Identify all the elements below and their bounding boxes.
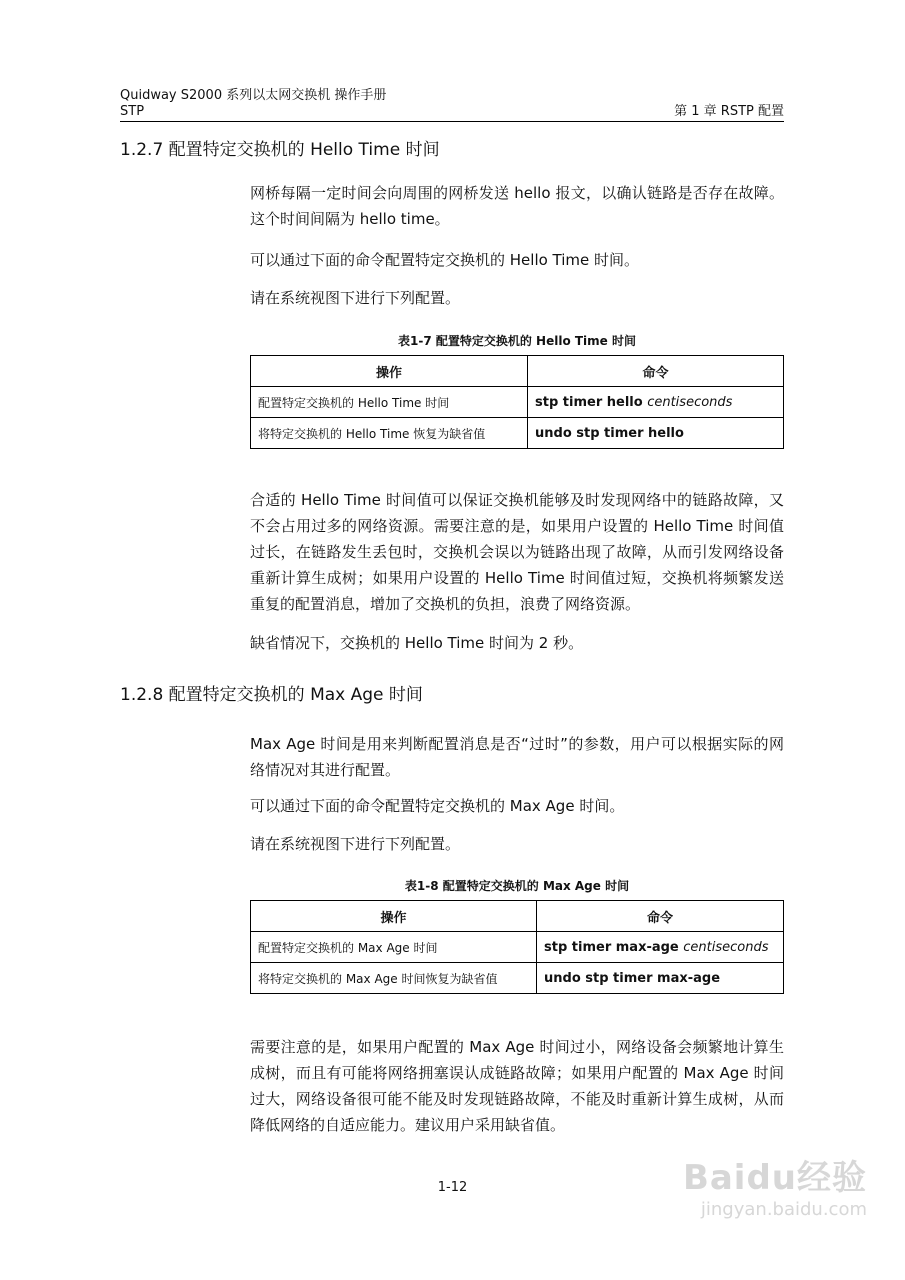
chapter-label-left: STP [120,104,145,119]
column-header-operation: 操作 [251,901,537,932]
baidu-watermark [683,1150,867,1220]
page-number: 1-12 [437,1180,468,1195]
command-cell [528,418,784,449]
table-header-row [251,356,784,387]
operation-cell: 将特定交换机的 Max Age 时间恢复为缺省值 [251,963,537,994]
table-row [251,418,784,449]
section-heading-max-age: 1.2.8 配置特定交换机的 Max Age 时间 [120,685,423,705]
command-text: stp timer max-age [544,939,684,955]
column-header-command: 命令 [528,356,784,387]
paragraph: 请在系统视图下进行下列配置。 [250,289,461,307]
table-header-row [251,901,784,932]
command-argument: centiseconds [683,939,769,955]
chapter-label-right: 第 1 章 RSTP 配置 [674,104,784,119]
paragraph: 需要注意的是，如果用户配置的 Max Age 时间过小，网络设备会频繁地计算生成树，而且有可能将网络拥塞误认成链路故障；如果用户配置的 Max Age 时间过大，网络设备很可能不能及时发现链路故障，不能及时重新计算生成树，从而降低网络的自适应能力。建议用户采用缺省值。 [250,1038,784,1134]
hello-time-command-table [250,355,784,449]
column-header-command: 命令 [537,901,784,932]
table-row [251,963,784,994]
paragraph: 可以通过下面的命令配置特定交换机的 Max Age 时间。 [250,797,625,815]
operation-cell: 配置特定交换机的 Max Age 时间 [251,932,537,963]
header-rule [120,121,784,122]
command-argument: centiseconds [647,394,733,410]
operation-cell: 将特定交换机的 Hello Time 恢复为缺省值 [251,418,528,449]
paragraph: 合适的 Hello Time 时间值可以保证交换机能够及时发现网络中的链路故障，又不会占用过多的网络资源。需要注意的是，如果用户设置的 Hello Time 时间值过长，在链路发生丢包时，交换机会误以为链路出现了故障，从而引发网络设备重新计算生成树；如果用户设置的 Hello Time 时间值过短，交换机将频繁发送重复的配置消息，增加了交换机的负担，浪费了网络资源。 [250,491,784,613]
paragraph: Max Age 时间是用来判断配置消息是否“过时”的参数，用户可以根据实际的网络情况对其进行配置。 [250,735,784,779]
table-row [251,387,784,418]
max-age-command-table [250,900,784,994]
table-caption: 表1-7 配置特定交换机的 Hello Time 时间 [398,334,636,348]
section-heading-hello-time: 1.2.7 配置特定交换机的 Hello Time 时间 [120,140,440,160]
table-caption: 表1-8 配置特定交换机的 Max Age 时间 [404,879,630,893]
paragraph: 网桥每隔一定时间会向周围的网桥发送 hello 报文，以确认链路是否存在故障。这个时间间隔为 hello time。 [250,184,784,228]
paragraph: 缺省情况下，交换机的 Hello Time 时间为 2 秒。 [250,634,584,652]
command-text: undo stp timer max-age [544,970,721,986]
command-cell [528,387,784,418]
command-text: undo stp timer hello [535,425,684,441]
manual-title: Quidway S2000 系列以太网交换机 操作手册 [120,88,387,103]
command-text: stp timer hello [535,394,648,410]
paragraph: 可以通过下面的命令配置特定交换机的 Hello Time 时间。 [250,251,640,269]
operation-cell: 配置特定交换机的 Hello Time 时间 [251,387,528,418]
table-row [251,932,784,963]
column-header-operation: 操作 [251,356,528,387]
command-cell [537,932,784,963]
paragraph: 请在系统视图下进行下列配置。 [250,835,461,853]
command-cell [537,963,784,994]
watermark-url: jingyan.baidu.com [700,1199,867,1220]
watermark-logo: Baidu经验 [682,1158,867,1198]
